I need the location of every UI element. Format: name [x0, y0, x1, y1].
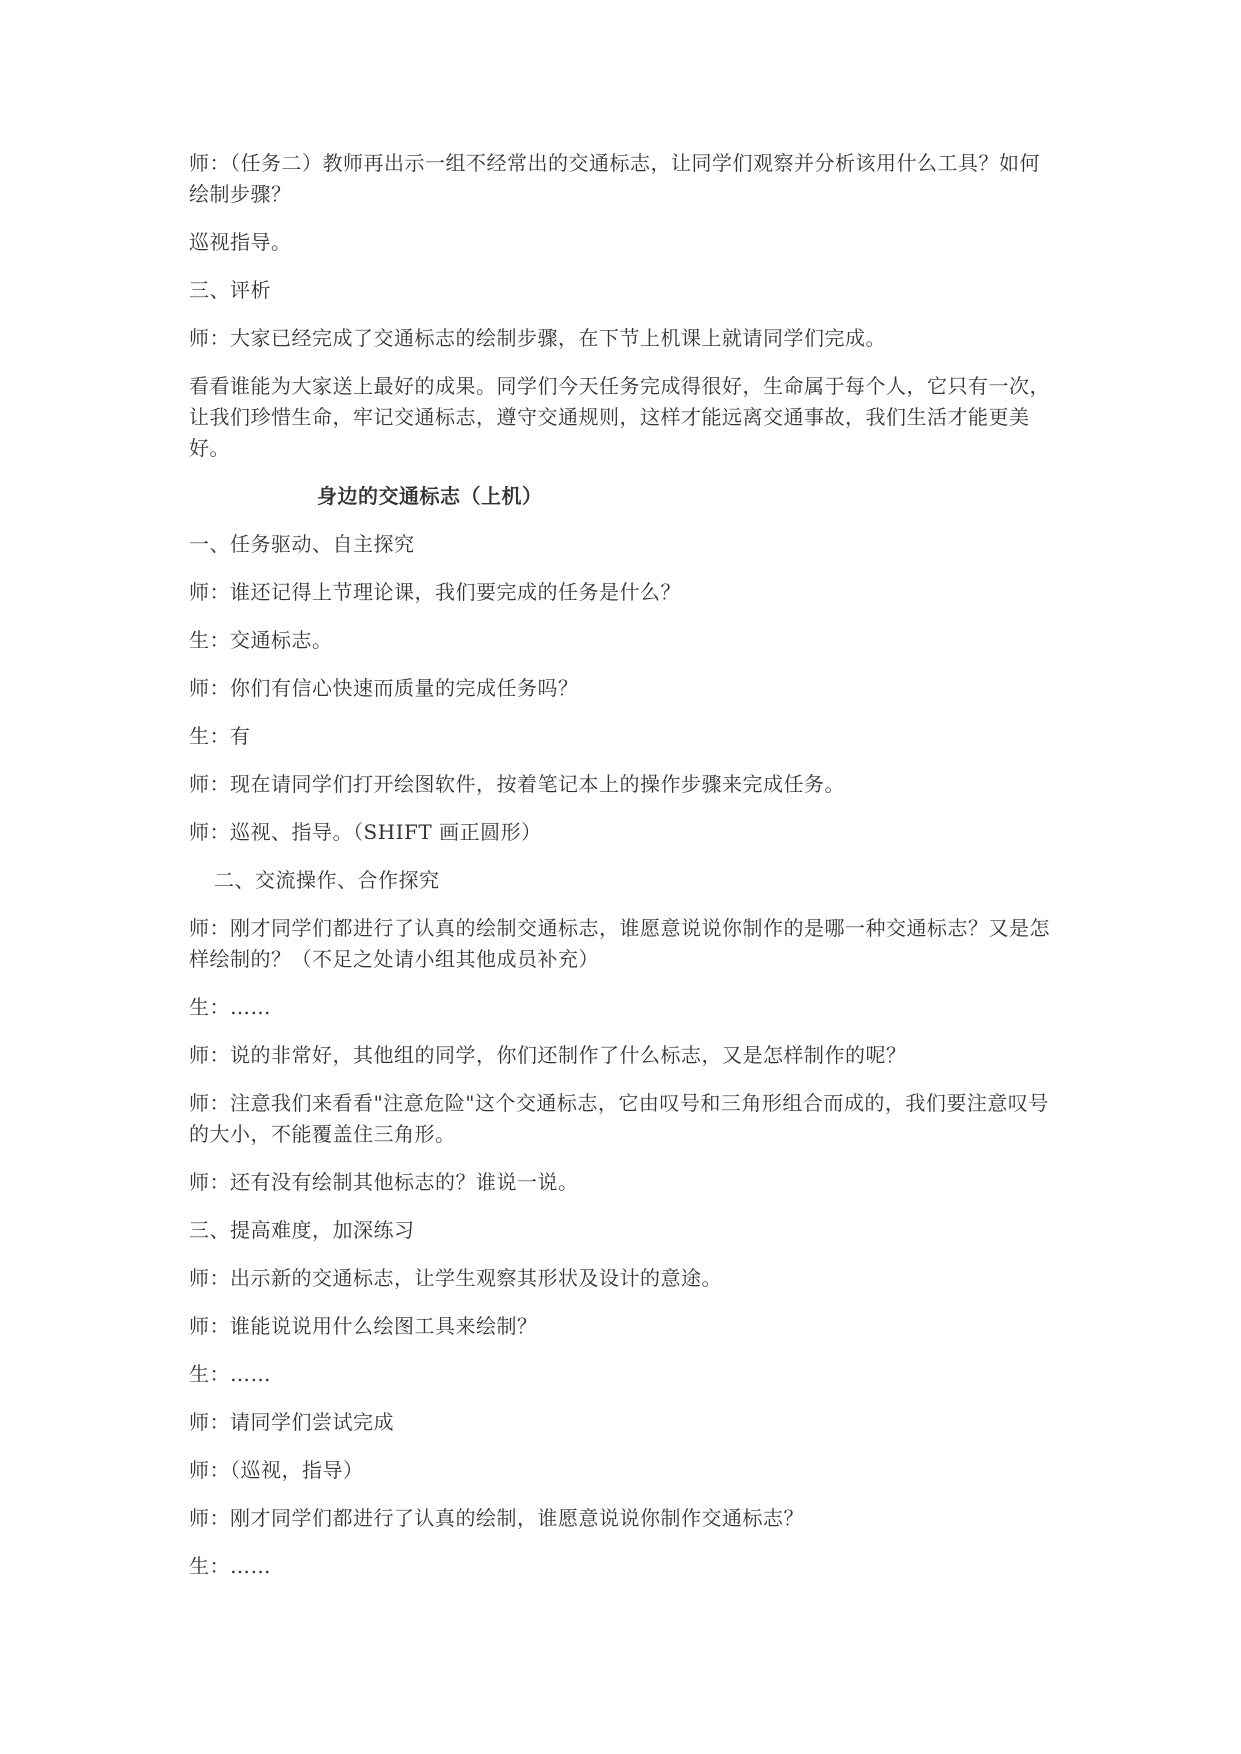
paragraph-dialogue: 师：说的非常好，其他组的同学，你们还制作了什么标志，又是怎样制作的呢？ — [189, 1043, 907, 1067]
paragraph-dialogue: 生：…… — [189, 1362, 271, 1386]
paragraph-dialogue: 师：出示新的交通标志，让学生观察其形状及设计的意途。 — [189, 1266, 722, 1290]
paragraph-dialogue: 生：…… — [189, 1554, 271, 1578]
paragraph-dialogue: 师：你们有信心快速而质量的完成任务吗？ — [189, 676, 579, 700]
paragraph-patrol: 巡视指导。 — [189, 230, 292, 254]
paragraph-dialogue: 生：…… — [189, 995, 271, 1019]
paragraph-closing: 看看谁能为大家送上最好的成果。同学们今天任务完成得很好，生命属于每个人，它只有一次，让我们珍惜生命，牢记交通标志，遵守交通规则，这样才能远离交通事故，我们生活才能更美好。 — [189, 374, 1050, 460]
paragraph-dialogue: 师：谁还记得上节理论课，我们要完成的任务是什么？ — [189, 580, 681, 604]
paragraph-dialogue: 师：还有没有绘制其他标志的？谁说一说。 — [189, 1170, 579, 1194]
heading-task-driven: 一、任务驱动、自主探究 — [189, 532, 415, 556]
paragraph-task2: 师：（任务二）教师再出示一组不经常出的交通标志，让同学们观察并分析该用什么工具？如何绘制步骤？ — [189, 151, 1040, 206]
section-title: 身边的交通标志（上机） — [317, 484, 543, 508]
paragraph-dialogue: 师：巡视、指导。（SHIFT 画正圆形） — [189, 820, 542, 844]
paragraph-dialogue: 师：现在请同学们打开绘图软件，按着笔记本上的操作步骤来完成任务。 — [189, 772, 845, 796]
paragraph-dialogue: 师：谁能说说用什么绘图工具来绘制？ — [189, 1314, 538, 1338]
document-body — [189, 148, 1059, 1599]
paragraph-summary: 师：大家已经完成了交通标志的绘制步骤，在下节上机课上就请同学们完成。 — [189, 326, 886, 350]
paragraph-dialogue: 师：注意我们来看看"注意危险"这个交通标志，它由叹号和三角形组合而成的，我们要注意叹号的大小，不能覆盖住三角形。 — [189, 1091, 1049, 1146]
heading-exchange: 二、交流操作、合作探究 — [214, 868, 440, 892]
heading-evaluation: 三、评析 — [189, 278, 271, 302]
paragraph-dialogue: 生：交通标志。 — [189, 628, 333, 652]
paragraph-dialogue: 师：刚才同学们都进行了认真的绘制，谁愿意说说你制作交通标志？ — [189, 1506, 804, 1530]
paragraph-dialogue: 师：刚才同学们都进行了认真的绘制交通标志，谁愿意说说你制作的是哪一种交通标志？又是怎样绘制的？（不足之处请小组其他成员补充） — [189, 916, 1050, 971]
heading-advanced-practice: 三、提高难度，加深练习 — [189, 1218, 415, 1242]
paragraph-dialogue: 师：（巡视，指导） — [189, 1458, 364, 1482]
paragraph-dialogue: 生：有 — [189, 724, 251, 748]
paragraph-dialogue: 师：请同学们尝试完成 — [189, 1410, 394, 1434]
